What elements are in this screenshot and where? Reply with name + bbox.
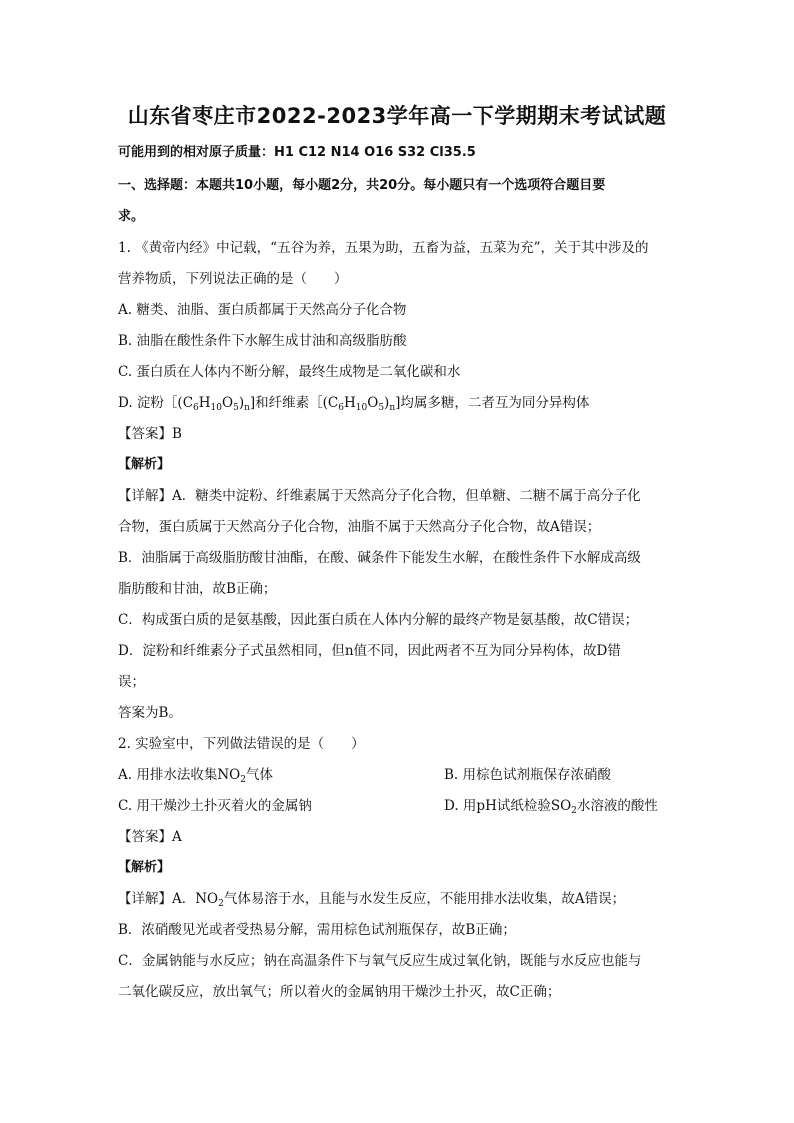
- document-title: 山东省枣庄市2022-2023学年高一下学期期末考试试题: [127, 104, 667, 128]
- atomic-masses-note: 可能用到的相对原子质量：H1 C12 N14 O16 S32 Cl35.5: [118, 145, 476, 160]
- q2-detail-line-1: 【详解】A．$NO_2$气体易溶于水，且能与水发生反应，不能用排水法收集，故A错误；: [118, 891, 626, 909]
- q1-answer: 【答案】B: [118, 426, 182, 442]
- q2-option-b: B. 用棕色试剂瓶保存浓硝酸: [444, 767, 612, 783]
- q2-analysis-heading: 【解析】: [118, 860, 171, 875]
- q1-stem-line-2: 营养物质，下列说法正确的是（ ）: [118, 271, 348, 287]
- q1-detail-line-5: C．构成蛋白质的是氨基酸，因此蛋白质在人体内分解的最终产物是氨基酸，故C错误；: [118, 612, 639, 628]
- q2-detail-line-3: C．金属钠能与水反应；钠在高温条件下与氧气反应生成过氧化钠，既能与水反应也能与: [118, 953, 642, 969]
- q1-option-a: A. 糖类、油脂、蛋白质都属于天然高分子化合物: [118, 302, 407, 318]
- q1-detail-line-6: D．淀粉和纤维素分子式虽然相同，但n值不同，因此两者不互为同分异构体，故D错: [118, 643, 621, 659]
- q2-answer: 【答案】A: [118, 829, 182, 845]
- q1-detail-line-7: 误；: [118, 674, 145, 690]
- q2-option-a: A. 用排水法收集$NO_2$气体: [118, 767, 273, 785]
- q1-analysis-heading: 【解析】: [118, 457, 171, 472]
- q1-detail-line-1: 【详解】A．糖类中淀粉、纤维素属于天然高分子化合物，但单糖、二糖不属于高分子化: [118, 488, 641, 504]
- q1-option-b: B. 油脂在酸性条件下水解生成甘油和高级脂肪酸: [118, 333, 407, 349]
- section-heading-line-1: 一、选择题：本题共10小题，每小题2分，共20分。每小题只有一个选项符合题目要: [118, 178, 606, 193]
- q1-stem-line-1: 1. 《黄帝内经》中记载，“五谷为养，五果为助，五畜为益，五菜为充”，关于其中涉及的: [118, 240, 649, 256]
- q1-option-d: D. 淀粉$[(C_6H_{10}O_5)_n$]和纤维素$[(C_6H_{10}O_5)_n$]均属多糖，二者互为同分异构体: [118, 395, 590, 413]
- q2-detail-line-2: B．浓硝酸见光或者受热易分解，需用棕色试剂瓶保存，故B正确；: [118, 922, 516, 938]
- q1-option-c: C. 蛋白质在人体内不断分解，最终生成物是二氧化碳和水: [118, 364, 461, 380]
- q1-detail-line-3: B．油脂属于高级脂肪酸甘油酯，在酸、碱条件下能发生水解，在酸性条件下水解成高级: [118, 550, 641, 566]
- q2-option-c: C. 用干燥沙土扑灭着火的金属钠: [118, 798, 312, 814]
- q2-option-d: D. 用pH试纸检验$SO_2$水溶液的酸性: [444, 798, 658, 816]
- q1-detail-line-4: 脂肪酸和甘油，故B正确；: [118, 581, 277, 597]
- q1-conclusion: 答案为B。: [118, 705, 182, 721]
- q2-stem: 2. 实验室中，下列做法错误的是（ ）: [118, 736, 365, 752]
- section-heading-line-2: 求。: [118, 209, 145, 224]
- q2-detail-line-4: 二氧化碳反应，放出氧气；所以着火的金属钠用干燥沙土扑灭，故C正确；: [118, 984, 561, 1000]
- q1-detail-line-2: 合物，蛋白质属于天然高分子化合物，油脂不属于天然高分子化合物，故A错误；: [118, 519, 601, 535]
